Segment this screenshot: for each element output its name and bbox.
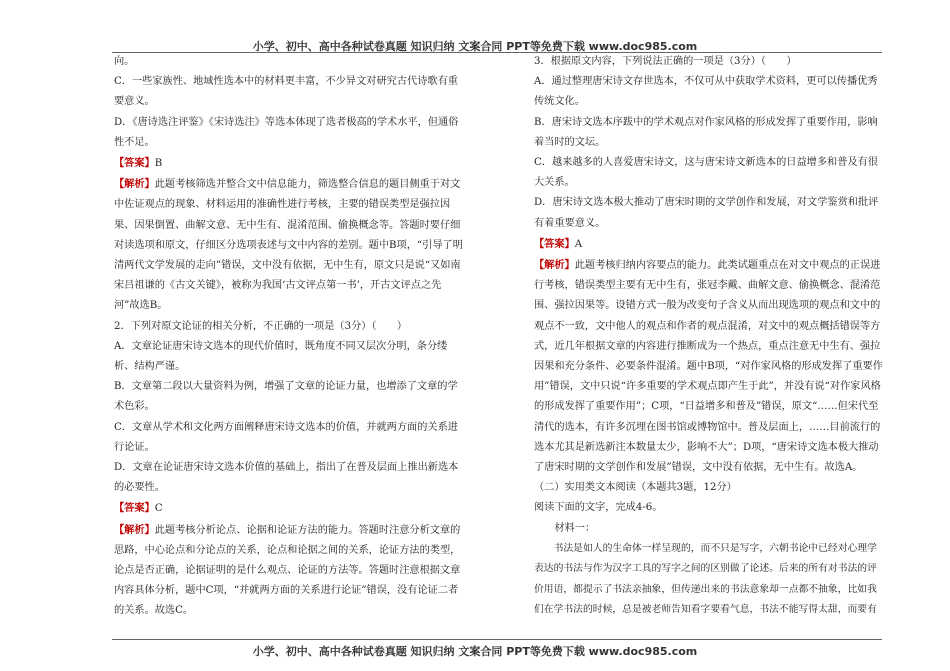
explanation-text: 此题考核筛选并整合文中信息能力，筛选整合信息的题目侧重于对文中佐证观点的现象、材料运用的准确性进行考核，主要的错误类型是强拉因果、因果倒置、曲解文意、无中生有、混淆范围、偷换概念等。答题时要仔细对读选项和原文，仔细区分选项表述与文中内容的差别。题中B项，“引导了明清两代文学发展的走向”错误，文中没有依据，无中生有，原文只是说“又如南宋吕祖谦的《古文关键》，被称为我国‘古文评点第一书’，开古文评点之先河”故选B。 xyxy=(114,179,463,312)
q2-option-d: D．文章在论证唐宋诗文选本价值的基础上，指出了在普及层面上推出新选本的必要性。 xyxy=(114,462,459,494)
page-footer: 小学、初中、高中各种试卷真题 知识归纳 文案合同 PPT等免费下载 www.doc985.com xyxy=(252,645,698,658)
q2-option-b: B．文章第二段以大量资料为例，增强了文章的论证力量，也增添了文章的学术色彩。 xyxy=(114,381,458,413)
explanation-text: 此题考核归纳内容要点的能力。此类试题重点在对文中观点的正误进行考核，错误类型主要有无中生有，张冠李戴、曲解文意、偷换概念、混淆范围、强拉因果等。设错方式一般为改变句子含义从而出现选项的观点和文中的观点不一致，文中他人的观点和作者的观点混淆，对文中的观点概括错误等方式，近几年根据文章的内容进行推断成为一个热点，重点注意无中生有、强拉因果和充分条件、必要条件混淆。题中B项，“对作家风格的形成发挥了重要作用”错误，文中只说“许多重要的学术观点即产生于此”，并没有说“对作家风格的形成发挥了重要作用”；C项，“日益增多和普及”错误，原文“……但宋代至清代的选本，有许多沉埋在图书馆或博物馆中。普及层面上，……目前流行的选本尤其是新选新注本数量太少，影响不大”；D项，“唐宋诗文选本极大推动了唐宋时期的文学创作和发展”错误，文中没有依据，无中生有。故选A。 xyxy=(534,260,883,474)
answer-tag: 【答案】 xyxy=(534,237,575,250)
answer-value: C xyxy=(154,503,163,515)
q3-option-c: C．越来越多的人喜爱唐宋诗文，这与唐宋诗文新选本的日益增多和普及有很大关系。 xyxy=(534,157,878,189)
answer-value: B xyxy=(154,158,163,170)
explanation-tag: 【解析】 xyxy=(534,259,575,272)
text-line: 向。 xyxy=(114,56,135,67)
answer-value: A xyxy=(574,238,583,250)
explanation-text: 此题考核分析论点、论据和论证方法的能力。答题时注意分析文章的思路，中心论点和分论点的关系，论点和论据之间的关系，论证方法的类型，论点是否正确，论据证明的是什么观点、论证的方法等。答题时注意根据文章内容具体分析，题中C项，“并就两方面的关系进行论证”错误，没有论证二者的关系。故选C。 xyxy=(114,524,461,617)
q3-option-a: A．通过整理唐宋诗文存世选本，不仅可从中获取学术资料，更可以传播优秀传统文化。 xyxy=(534,76,878,108)
explanation-tag: 【解析】 xyxy=(114,178,155,191)
footer-rule xyxy=(112,639,882,640)
explanation-2 xyxy=(114,520,466,622)
reading-instruction: 阅读下面的文字，完成4-6。 xyxy=(534,502,663,514)
q3-option-d: D．唐宋诗文选本极大推动了唐宋时期的文学创作和发展，对文学鉴赏和批评有着重要意义。 xyxy=(534,197,879,229)
answer-tag: 【答案】 xyxy=(114,157,155,170)
question-2: 2．下列对原文论证的相关分析，不正确的一项是（3分）（ ） xyxy=(114,320,408,332)
answer-3 xyxy=(534,234,886,255)
explanation-1 xyxy=(114,174,466,316)
q2-option-a: A．文章论证唐宋诗文选本的现代价值时，既角度不同又层次分明，条分缕析、结构严谨。 xyxy=(114,340,448,373)
option-c: C．一些家族性、地域性选本中的材料更丰富，不少异文对研究古代诗歌有重要意义。 xyxy=(114,76,458,108)
question-3: 3．根据原文内容，下列说法正确的一项是（3分）（ ） xyxy=(534,56,797,67)
q2-option-c: C．文章从学术和文化两方面阐释唐宋诗文选本的价值，并就两方面的关系进行论证。 xyxy=(114,421,458,453)
material-label: 材料一： xyxy=(554,522,596,534)
page-header: 小学、初中、高中各种试卷真题 知识归纳 文案合同 PPT等免费下载 www.doc985.com xyxy=(252,40,698,53)
passage-text: 书法是如人的生命体一样呈现的，而不只是写字，六朝书论中已经对心理学表达的书法与作为汉字工具的写字之间的区别做了论述。后来的所有对书法的评价用语，都提示了书法亲抽象，但传递出来的书法意象却一点都不抽象，比如我们在学书法的时候，总是被老师告知看字要看气息，书法不能写得太甜，而要有 xyxy=(534,542,877,616)
left-column xyxy=(114,52,466,622)
answer-1 xyxy=(114,153,466,174)
passage-body xyxy=(534,539,886,621)
section-heading: （二）实用类文本阅读（本题共3题，12分） xyxy=(534,482,737,494)
right-column xyxy=(534,52,886,621)
explanation-3 xyxy=(534,255,886,478)
option-d: D．《唐诗选注评鉴》《宋诗选注》等选本体现了选者极高的学术水平，但通俗性不足。 xyxy=(114,116,459,148)
explanation-tag: 【解析】 xyxy=(114,523,155,536)
answer-tag: 【答案】 xyxy=(114,502,155,515)
q3-option-b: B．唐宋诗文选本序跋中的学术观点对作家风格的形成发挥了重要作用，影响着当时的文坛。 xyxy=(534,116,878,148)
answer-2 xyxy=(114,498,466,519)
